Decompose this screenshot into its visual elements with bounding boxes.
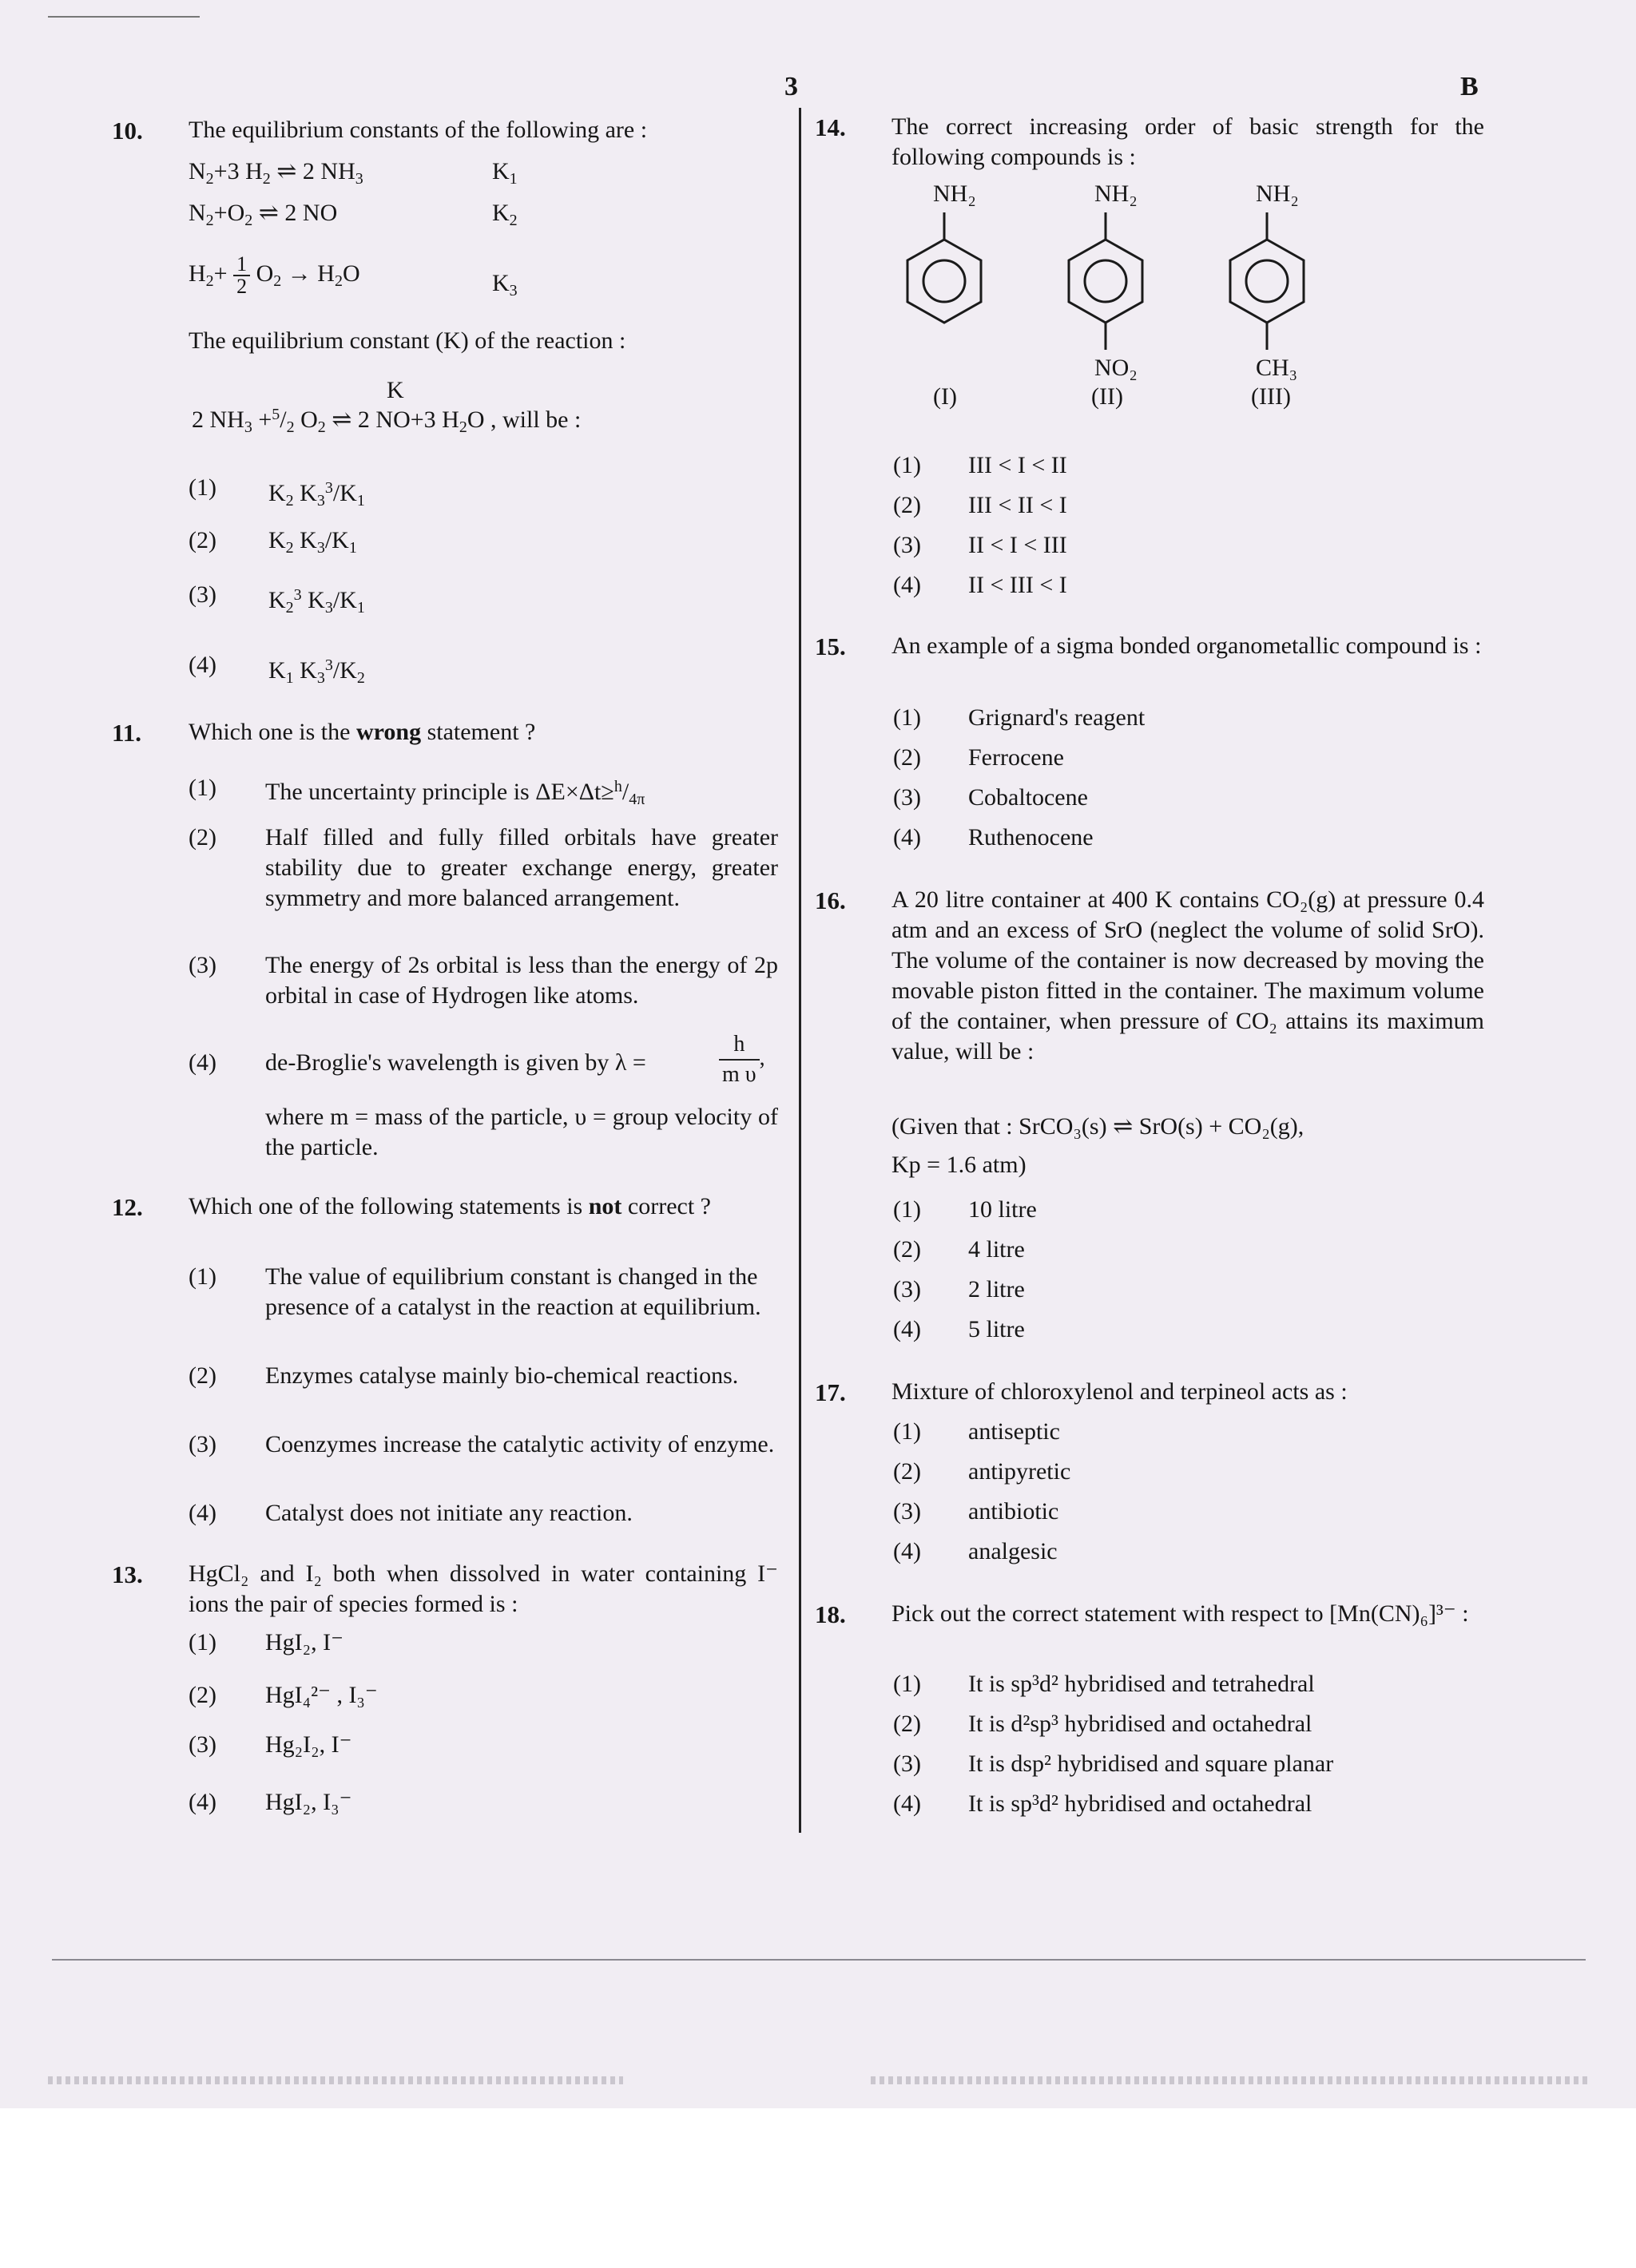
option-number: (4)	[189, 652, 216, 678]
scan-margin	[0, 2108, 1636, 2268]
given-kp: Kp = 1.6 atm)	[891, 1152, 1026, 1178]
option-number: (2)	[893, 1711, 921, 1737]
option-text: It is sp³d² hybridised and tetrahedral	[968, 1671, 1315, 1697]
structure-label: (II)	[1091, 383, 1123, 410]
option-text: antipyretic	[968, 1458, 1071, 1485]
question-number: 10.	[112, 117, 143, 145]
option-number: (1)	[189, 775, 216, 801]
option-text-continued: where m = mass of the particle, υ = group velocity of the particle.	[265, 1104, 778, 1160]
option-number: (3)	[189, 581, 216, 608]
option-text: III < I < II	[968, 452, 1067, 478]
amine-group-label: NH₂	[933, 180, 976, 207]
option-number: (1)	[893, 704, 921, 731]
option-text: 2 litre	[968, 1276, 1025, 1303]
option-number: (1)	[893, 1671, 921, 1697]
k1-label: $K_1$	[492, 158, 518, 188]
option-text: HgI₂, I⁻	[265, 1629, 343, 1655]
scan-noise-right	[871, 2076, 1590, 2084]
option-number: (1)	[189, 474, 216, 501]
option-number: (3)	[893, 532, 921, 558]
question-number: 16.	[815, 886, 846, 914]
option-number: (2)	[893, 1458, 921, 1485]
option-text: HgI₄²⁻ , I₃⁻	[265, 1682, 378, 1708]
question-text: Which one is the wrong statement ?	[189, 719, 536, 745]
option-text: de-Broglie's wavelength is given by λ =	[265, 1049, 646, 1076]
option-number: (1)	[893, 452, 921, 478]
option-text: $K_2$ $K_3^3/K_1$	[268, 479, 365, 510]
option-number: (3)	[189, 1431, 216, 1457]
option-text: III < II < I	[968, 492, 1067, 518]
option-text: HgI₂, I₃⁻	[265, 1789, 352, 1815]
option-number: (2)	[893, 1236, 921, 1263]
question-text: Mixture of chloroxylenol and terpineol acts as :	[891, 1378, 1348, 1405]
k2-label: $K_2$	[492, 200, 518, 229]
k-over-arrow: K	[387, 377, 404, 403]
structure-label: (III)	[1251, 383, 1291, 410]
reaction-2: $N_2+O_2$ ⇌ 2 NO	[189, 200, 338, 229]
option-number: (2)	[189, 1682, 216, 1708]
question-text: The equilibrium constants of the following are :	[189, 117, 648, 143]
question-number: 14.	[815, 113, 846, 141]
option-number: (2)	[189, 527, 216, 553]
question-number: 11.	[112, 719, 142, 747]
option-text: Half filled and fully filled orbitals have greater stability due to greater exchange energy, greater symmetry and more balanced arrangement.	[265, 824, 778, 911]
option-number: (3)	[893, 1751, 921, 1777]
question-number: 15.	[815, 632, 846, 660]
option-text: analgesic	[968, 1538, 1058, 1564]
option-number: (3)	[189, 952, 216, 978]
scan-noise-left	[48, 2076, 623, 2084]
question-number: 12.	[112, 1193, 143, 1221]
option-text: 4 litre	[968, 1236, 1025, 1263]
set-code: B	[1460, 72, 1479, 101]
methyl-group-label: CH₃	[1256, 355, 1298, 381]
reaction-3: $H_2+$ $\frac{1}{2}$ $O_2 \to H_2O$	[189, 252, 360, 298]
question-subtext: The equilibrium constant (K) of the reaction :	[189, 327, 626, 354]
question-number: 13.	[112, 1560, 143, 1588]
option-text: II < III < I	[968, 572, 1067, 598]
reaction-4: 2 $NH_3 +^5/_2$ $O_2$ ⇌ 2 NO+3 $H_2O$ , will be :	[192, 406, 582, 436]
nitro-group-label: NO₂	[1094, 355, 1138, 381]
option-number: (4)	[893, 1790, 921, 1817]
option-text: Ruthenocene	[968, 824, 1094, 850]
question-number: 17.	[815, 1378, 846, 1406]
option-text: It is d²sp³ hybridised and octahedral	[968, 1711, 1312, 1737]
option-number: (3)	[189, 1731, 216, 1758]
question-number: 18.	[815, 1600, 846, 1628]
option-text: It is sp³d² hybridised and octahedral	[968, 1790, 1312, 1817]
option-text: Grignard's reagent	[968, 704, 1146, 731]
option-number: (4)	[893, 1316, 921, 1342]
option-number: (1)	[893, 1418, 921, 1445]
question-text: A 20 litre container at 400 K contains CO₂(g) at pressure 0.4 atm and an excess of SrO (neglect the volume of solid SrO). The volume of the container is now decreased by moving the movable piston fitted in the container. The maximum volume of the container, when pressure of CO₂ attains its maximum value, will be :	[891, 886, 1484, 1065]
option-number: (4)	[189, 1049, 216, 1076]
option-text: Ferrocene	[968, 744, 1064, 771]
option-number: (4)	[189, 1500, 216, 1526]
k3-label: $K_3$	[492, 270, 518, 299]
option-text: Hg₂I₂, I⁻	[265, 1731, 352, 1758]
question-text: The correct increasing order of basic strength for the following compounds is :	[891, 113, 1484, 170]
amine-group-label: NH₂	[1094, 180, 1138, 207]
bottom-rule	[52, 1959, 1586, 1961]
question-text: Pick out the correct statement with respect to [Mn(CN)₆]³⁻ :	[891, 1600, 1469, 1627]
option-number: (2)	[189, 824, 216, 850]
amine-group-label: NH₂	[1256, 180, 1299, 207]
option-text: II < I < III	[968, 532, 1067, 558]
option-number: (1)	[189, 1263, 216, 1290]
option-text: $K_1$ $K_3^3/K_2$	[268, 656, 365, 687]
option-number: (1)	[893, 1196, 921, 1223]
option-number: (2)	[893, 744, 921, 771]
option-number: (4)	[189, 1789, 216, 1815]
option-number: (1)	[189, 1629, 216, 1655]
option-text: 10 litre	[968, 1196, 1037, 1223]
option-text: 5 litre	[968, 1316, 1025, 1342]
question-text: HgCl₂ and I₂ both when dissolved in water containing I⁻ ions the pair of species formed is :	[189, 1560, 778, 1617]
option-text: Enzymes catalyse mainly bio-chemical reactions.	[265, 1362, 739, 1389]
option-number: (3)	[893, 1276, 921, 1303]
option-text: It is dsp² hybridised and square planar	[968, 1751, 1334, 1777]
page-number: 3	[784, 72, 798, 101]
question-text: An example of a sigma bonded organometallic compound is :	[891, 632, 1482, 659]
top-rule	[48, 16, 200, 18]
option-number: (4)	[893, 572, 921, 598]
option-text: Cobaltocene	[968, 784, 1088, 811]
option-text: The energy of 2s orbital is less than the energy of 2p orbital in case of Hydrogen like atoms.	[265, 952, 778, 1009]
option-number: (2)	[893, 492, 921, 518]
option-number: (4)	[893, 824, 921, 850]
option-number: (3)	[893, 1498, 921, 1525]
benzene-ring-icon	[907, 212, 981, 323]
option-text: $K_2^3$ $K_3/K_1$	[268, 586, 365, 617]
benzene-ring-icon	[1230, 212, 1304, 350]
option-text: The value of equilibrium constant is changed in the presence of a catalyst in the reaction at equilibrium.	[265, 1263, 761, 1320]
column-divider	[799, 108, 801, 1833]
option-text: Catalyst does not initiate any reaction.	[265, 1500, 633, 1526]
structure-label: (I)	[933, 383, 957, 410]
given-equation: (Given that : SrCO₃(s) ⇌ SrO(s) + CO₂(g),	[891, 1113, 1304, 1140]
option-text: $K_2$ $K_3/K_1$	[268, 527, 357, 557]
reaction-1: $N_2+3$ $H_2$ ⇌ 2 $NH_3$	[189, 158, 363, 188]
de-broglie-fraction: $\frac{h}{\text{m υ}}$ ,	[719, 1030, 765, 1089]
option-text: Coenzymes increase the catalytic activity of enzyme.	[265, 1431, 775, 1457]
benzene-ring-icon	[1069, 212, 1142, 350]
option-number: (2)	[189, 1362, 216, 1389]
option-number: (3)	[893, 784, 921, 811]
option-text: antibiotic	[968, 1498, 1059, 1525]
option-text: antiseptic	[968, 1418, 1060, 1445]
question-text: Which one of the following statements is not correct ?	[189, 1193, 711, 1219]
option-text: The uncertainty principle is $\Delta E\times\Delta t\ge^h/_{4\pi}$	[265, 778, 645, 808]
option-number: (4)	[893, 1538, 921, 1564]
